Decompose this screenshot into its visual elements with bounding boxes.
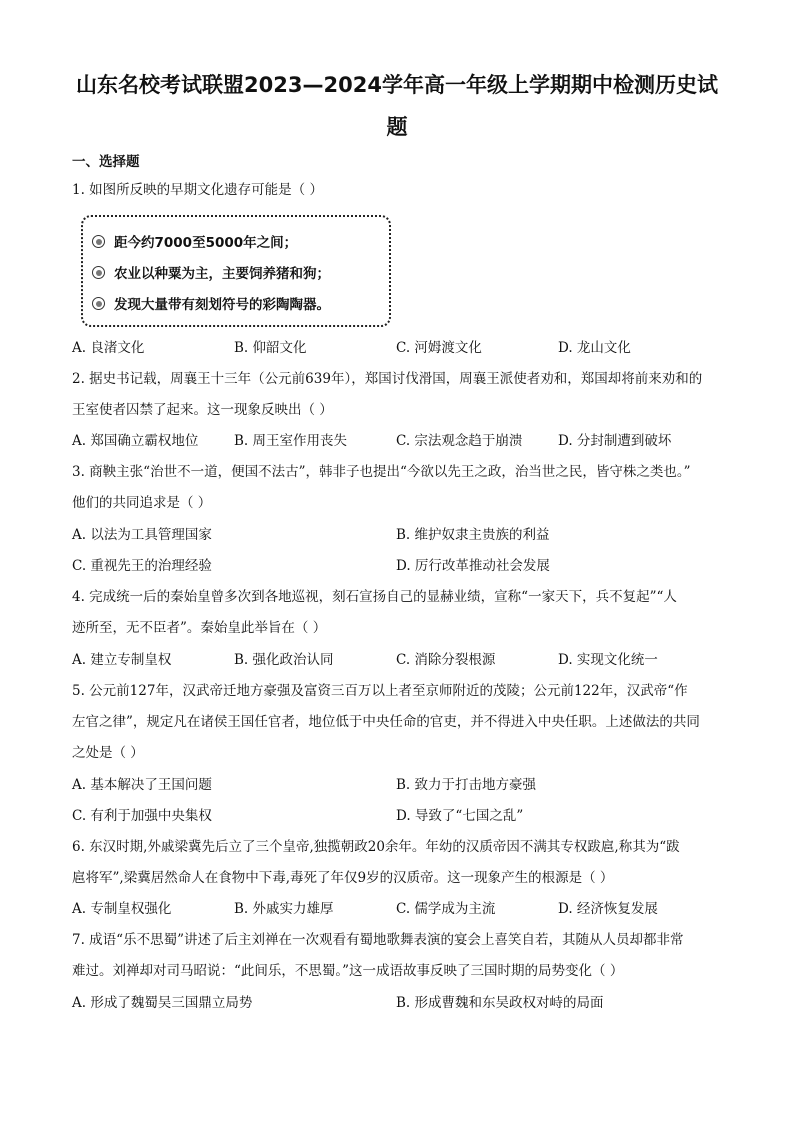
title-line-1: 山东名校考试联盟2023—2024学年高一年级上学期期中检测历史试 [76,73,718,97]
circle-bullet-icon [92,266,105,279]
option-d: D. 导致了“七国之乱” [396,808,524,824]
question-4-stem: 4. 完成统一后的秦始皇曾多次到各地巡视，刻石宣扬自己的显赫业绩，宣称“一家天下，兵不复起”“人 [72,589,677,605]
option-c: C. 河姆渡文化 [396,340,482,356]
question-4-stem: 迹所至，无不臣者”。秦始皇此举旨在（ ） [72,620,327,636]
page-title [70,64,724,148]
info-box-row: 农业以种粟为主，主要饲养猪和狗； [92,262,330,282]
option-c: C. 宗法观念趋于崩溃 [396,433,523,449]
option-a: A. 基本解决了王国问题 [72,777,212,793]
option-d: D. 厉行改革推动社会发展 [396,558,550,574]
option-c: C. 儒学成为主流 [396,901,496,917]
option-b: B. 仰韶文化 [234,340,307,356]
circle-bullet-icon [92,297,105,310]
section-heading: 一、选择题 [72,154,140,170]
option-a: A. 良渚文化 [72,340,145,356]
option-c: C. 有利于加强中央集权 [72,808,212,824]
option-a: A. 专制皇权强化 [72,901,172,917]
option-d: D. 经济恢复发展 [558,901,658,917]
option-d: D. 龙山文化 [558,340,631,356]
option-b: B. 周王室作用丧失 [234,433,348,449]
circle-bullet-icon [92,235,105,248]
option-c: C. 消除分裂根源 [396,652,496,668]
option-a: A. 形成了魏蜀吴三国鼎立局势 [72,995,253,1011]
option-a: A. 郑国确立霸权地位 [72,433,199,449]
question-1-stem: 1. 如图所反映的早期文化遗存可能是（ ） [72,182,323,198]
option-b: B. 外戚实力雄厚 [234,901,334,917]
question-5-stem: 之处是（ ） [72,745,144,761]
info-box-row: 距今约7000至5000年之间； [92,231,297,251]
option-b: B. 强化政治认同 [234,652,334,668]
info-box-row: 发现大量带有刻划符号的彩陶陶器。 [92,293,330,313]
question-5-stem: 左官之律”，规定凡在诸侯王国任官者，地位低于中央任命的官吏，并不得进入中央任职。上述做法的共同 [72,714,700,730]
question-2-stem: 2. 据史书记载，周襄王十三年（公元前639年），郑国讨伐滑国，周襄王派使者劝和，郑国却将前来劝和的 [72,371,703,387]
title-line-2: 题 [386,115,408,139]
question-3-stem: 3. 商鞅主张“治世不一道，便国不法古”，韩非子也提出“今欲以先王之政，治当世之民，皆守株之类也。” [72,464,691,480]
info-box [81,215,391,327]
question-3-stem: 他们的共同追求是（ ） [72,495,212,511]
option-b: B. 致力于打击地方豪强 [396,777,537,793]
question-7-stem: 难过。刘禅却对司马昭说：“此间乐，不思蜀。”这一成语故事反映了三国时期的局势变化（ ） [72,963,624,979]
question-6-stem: 6. 东汉时期,外戚梁冀先后立了三个皇帝,独揽朝政20余年。年幼的汉质帝因不满其专权跋扈,称其为“跋 [72,839,680,855]
option-d: D. 实现文化统一 [558,652,658,668]
option-c: C. 重视先王的治理经验 [72,558,212,574]
option-b: B. 形成曹魏和东吴政权对峙的局面 [396,995,604,1011]
option-d: D. 分封制遭到破坏 [558,433,672,449]
option-b: B. 维护奴隶主贵族的利益 [396,527,550,543]
question-7-stem: 7. 成语“乐不思蜀”讲述了后主刘禅在一次观看有蜀地歌舞表演的宴会上喜笑自若，其随从人员却都非常 [72,932,684,948]
option-a: A. 以法为工具管理国家 [72,527,212,543]
question-6-stem: 扈将军”,梁冀居然命人在食物中下毒,毒死了年仅9岁的汉质帝。这一现象产生的根源是（ ） [72,870,614,886]
option-a: A. 建立专制皇权 [72,652,172,668]
question-2-stem: 王室使者囚禁了起来。这一现象反映出（ ） [72,402,333,418]
question-5-stem: 5. 公元前127年，汉武帝迁地方豪强及富资三百万以上者至京师附近的茂陵；公元前122年，汉武帝“作 [72,683,688,699]
